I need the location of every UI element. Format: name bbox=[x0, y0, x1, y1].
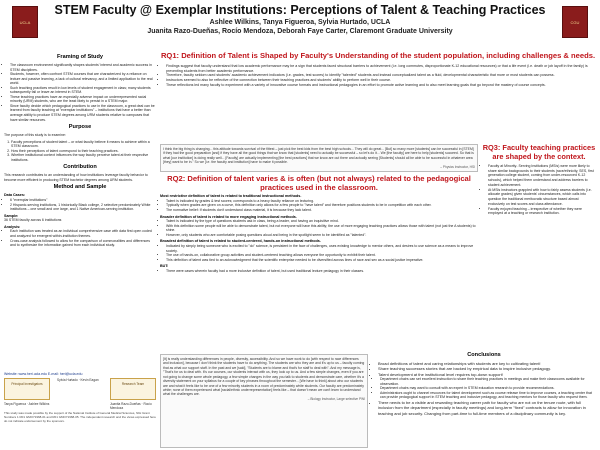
list-item: • Faculty enjoyed teaching – irrespective of whether they were employed at a teaching or research institution. bbox=[488, 207, 596, 216]
list-item: • Administrators ought to channel resources for talent development such as course release time to improve courses, a teaching center that can provide pedagogical support in STEM teaching and inclusive pedagogy, and teaching mentors for those faculty who request them. bbox=[380, 391, 596, 400]
rq2-quote-box bbox=[160, 144, 478, 172]
list-item: • Cross-case analysis followed to allow for the comparison of commonalities and differences and to synthesize the information gained from each individual study. bbox=[10, 239, 156, 248]
rq2-broadest-head: Broadest definition of talent is related to student-centered, hands-on instructional methods. bbox=[160, 239, 321, 244]
list-item: • There needs to be a visible and rewarding teaching career path for faculty who are not on the tenure route, with full inclusion from the department (especially in faculty meetings) and long-term "fixed" contracts to allow for innovation in teaching and job security. Changing from part-time to full-time members of a disciplinary community is key. bbox=[378, 400, 596, 416]
sponsor-names-a: Sylvia Hurtado · Kevin Eagan bbox=[57, 378, 99, 382]
list-item: • Share teaching successes stories that are backed by empirical data to inspire inclusive pedagogy. bbox=[378, 366, 596, 371]
data-sources-list bbox=[4, 198, 156, 212]
framing-list bbox=[4, 63, 156, 122]
rq3-list bbox=[482, 164, 596, 216]
list-item: • The normative belief: If students don't understand class material, it is because they lack talent. bbox=[166, 208, 478, 213]
contribution-title: Contribution bbox=[63, 164, 97, 171]
rq2-quote: I think the big thing is changing... this attitude towards survival of the fittest – just pick the best kids from the best high schools... They will do great... [But] so many more [students] can be successful in [STEM] if they had the good preparation [and] if they have all the good things that we know that [students] need to actually be successful – so let's do it... We [the faculty] are here to help [students] succeed. So that is what [our institution] is doing really well... [Faculty] are actually implementing [the best practices] that we know are out there and actually seeing [Students] should all be able to be successful in whatever area [they] want to be in." So we [i.e. the faculty and institution] have to make it possible. bbox=[163, 147, 474, 165]
list-item: • Talent development at the institutional level requires top-down support! bbox=[378, 372, 596, 377]
sponsor-logo-b: Research Team bbox=[110, 378, 156, 400]
list-item: • With this definition some people will be able to demonstrate talent, but not everyone will have this ability; the use of more engaging teaching practices allows those with talent (not just the A students) to shine. bbox=[166, 224, 478, 233]
analysis-label: Analysis: bbox=[4, 224, 21, 229]
list-item: • The use of hands-on, collaborative group activities and student-centered teaching allows everyone the opportunity to exhibit their talent. bbox=[166, 253, 478, 258]
list-item: • Such teaching practices result in low levels of student engagement in class; many students subsequently fail or leave an interest in STEM. bbox=[10, 86, 156, 95]
list-item: • Each institution was treated as an individual comprehensive case with data first open coded and analyzed for emergent within-institution themes. bbox=[10, 229, 156, 238]
poster-title: STEM Faculty @ Exemplar Institutions: Perceptions of Talent & Teaching Practices bbox=[54, 3, 546, 17]
list-item: • Students, however, often confront STEM courses that are characterized by a reliance on lecture and passive learning, a lack of cultural relevancy, and a limited application to the real world. bbox=[10, 72, 156, 86]
poster-header bbox=[0, 0, 600, 46]
rq2-but-list bbox=[160, 269, 478, 274]
sponsor-logo-a: Principal Investigators bbox=[4, 378, 50, 400]
purpose-intro: The purpose of this study is to examine: bbox=[4, 133, 66, 138]
rq1-section bbox=[160, 52, 596, 142]
rq3-section bbox=[482, 144, 596, 350]
sample-label: Sample: bbox=[4, 213, 19, 218]
cgu-logo: CGU bbox=[562, 6, 588, 38]
list-item: • This definition of talent was tied to an acknowledgment that the scientific enterprise needed to be diversified across lines of race and sex as a social justice imperative. bbox=[166, 258, 478, 263]
rq3-title: RQ3: Faculty teaching practices are shaped by the context. bbox=[482, 143, 596, 161]
rq2-broadest-list bbox=[160, 244, 478, 262]
conclusions-sublist bbox=[372, 377, 596, 400]
website-link[interactable]: Website: www.heri.ucla.edu E-mail: heri@ucla.edu bbox=[4, 372, 83, 376]
rq2-section bbox=[160, 144, 478, 350]
rq2-most-list bbox=[160, 199, 478, 213]
sponsor-block bbox=[4, 372, 156, 446]
framing-title: Framing of Study bbox=[57, 54, 103, 60]
left-column bbox=[4, 52, 156, 250]
list-item: 1. Faculty perceptions of student talent – or what faculty believe it means to achieve within a STEM classroom. bbox=[11, 140, 156, 149]
rq2-most-head: Most restrictive definition of talent is related to traditional instructional methods. bbox=[160, 194, 302, 199]
contribution-text: This research contributes to an understanding of how institutions leverage faculty behavior to become more efficient in producing STEM bachelor degrees among URM students. bbox=[4, 173, 148, 182]
poster-authors: Ashlee Wilkins, Tanya Figueroa, Sylvia Hurtado, UCLA bbox=[209, 19, 391, 26]
list-item: • Therefore, faculty seldom used students' academic achievement indicators (i.e. grades, test scores) to identify "talented" students and instead conceptualized talent as a fluid, developmental characteristic that more or most students can possess. bbox=[166, 73, 596, 78]
list-item: • However, only students who are comfortable posing questions aloud and being in the spotlight seem to be identified as "talented". bbox=[166, 233, 478, 238]
list-item: • Indicated by simply being someone who is excited to "do" science, is persistent in the face of challenges, uses existing knowledge to mentor others, and desires to use science as a means to improve society. bbox=[166, 244, 478, 253]
purpose-title: Purpose bbox=[68, 124, 92, 131]
list-item: • Faculty at Minority- Serving Institutions (MSIs) were more likely to share similar backgrounds to their students (race/ethnicity, SES, first generation college student, coming from under-resourced K-12 schools), which helped them understand and address barriers to student achievement. bbox=[488, 164, 596, 188]
poster-authors-2: Juanita Razo-Dueñas, Rocío Mendoza, Deborah Faye Carter, Claremont Graduate University bbox=[147, 28, 453, 35]
method-title: Method and Sample bbox=[53, 184, 107, 191]
bottom-quote-box bbox=[160, 354, 368, 448]
sample-text: 36 STEM faculty across 6 institutions bbox=[4, 218, 62, 223]
rq2-broader-head: Broader definition of talent is related to more engaging instructional methods. bbox=[160, 214, 297, 219]
list-item: • Broad definitions of talent and caring relationships with students are key to cultivating talent! bbox=[378, 361, 596, 366]
purpose-list bbox=[4, 140, 156, 163]
ucla-logo: UCLA bbox=[12, 6, 38, 38]
list-item: • Typically when grades are given on a curve, this definition only allows for a few people to "have talent" and therefore positions students to be in competition with each other. bbox=[166, 203, 478, 208]
list-item: • These reflections led many faculty to experiment with a variety of innovative course formats and instructional pedagogies in an effort to promote active learning and to also meet learning goals that go beyond the mastery of course concepts. bbox=[166, 83, 596, 88]
list-item: 3. Whether institutional context influences the way faculty perceive talent at their respective institutions. bbox=[11, 153, 156, 162]
list-item: • The classroom environment significantly shapes students' interest and academic success in STEM disciplines. bbox=[10, 63, 156, 72]
list-item: 2. How their perceptions of talent correspond to their teaching practices. bbox=[11, 149, 156, 154]
list-item: • Talent is indicated by grades & test scores; corresponds to a heavy faculty reliance on lecturing. bbox=[166, 199, 478, 204]
acknowledgment-text: This study was made possible by the support of the National Institute of General Medical Sciences, NIH Grant Numbers 1 R01 GMO71968-01 and R01 GMO71968-05. The independent research and the views expressed here do not indicate endorsement by the sponsors. bbox=[4, 411, 156, 423]
sponsor-row-2 bbox=[4, 402, 156, 410]
bottom-quote-text: [It] is really understanding differences in people, diversity, accessibility. And so we have work to do [with respect to race differences and inclusion], because I don't think the students have to do anything. The students are who they are and it's up to us – faculty coming that as what our support staff. In the past and we [said], "Students are to blame and that's for staff to deal with". And my message is, "That's for us to deal with. It's our courses, our students interact with us, they look up to us. And a few simple changes, even if you are not going to change some whole pedagogy, a few simple changes in the way you talk to students and demonstrate care, whether it's a diversity statement on your syllabus for a couple of key phrases throughout the semester... [We have to think] about who our students are and what it feels like to be one of a few minority students in a room of predominately white students. Our faculty are predominately white; none of them experienced what [racial/ethnic underrepresentation] feels like – that doesn't mean we can't learn to understand what the challenges are. bbox=[163, 357, 365, 397]
conclusions-title: Conclusions bbox=[467, 352, 501, 358]
sponsor-names-c: Juanita Razo-Dueñas · Rocío Mendoza bbox=[110, 402, 152, 410]
list-item: • At MSIs instructors grappled with how to fairly assess students (i.e. allocate grades) given students' circumstances, which calls into question the traditional meritocratic structure based almost exclusively on test scores and class attendance. bbox=[488, 188, 596, 207]
list-item: • 2 Hispanic-serving institutions, 1 historically Black college, 2 selective predominately White institutions – one small and one large, and 1 Native American-serving institution. bbox=[10, 203, 156, 212]
rq2-quote-source: – Physics Instructor, HSI bbox=[440, 164, 475, 169]
rq2-broader-list bbox=[160, 219, 478, 237]
list-item: • Instructors seemed to also be reflective of the connection between their teaching practices and students' ability to perform well in their course. bbox=[166, 78, 596, 83]
list-item: • Department chairs may want to consult with an expert in STEM education research to provide recommendations. bbox=[380, 386, 596, 391]
list-item: • Findings suggest that faculty understand that low academic performance may be a sign that students faced structural barriers to achievement (i.e. long commutes, disproportionate K-12 educational resources) or that a life event (i.e. death or job layoff in the family) is preventing students from better academic performance. bbox=[166, 64, 596, 74]
rq1-list bbox=[160, 64, 596, 88]
rq2-but-head: BUT: bbox=[160, 264, 169, 269]
conclusions-section bbox=[372, 350, 596, 450]
list-item: • 6 "exemplar institutions" bbox=[10, 198, 156, 203]
list-item: • Talent is indicated by the type of questions students ask in class, being a leader, and having an inquisitive mind. bbox=[166, 219, 478, 224]
list-item: • These teaching practices have an especially adverse impact on underrepresented racial minority (URM) students, who are the least likely to persist in a STEM major. bbox=[10, 95, 156, 104]
rq1-title: RQ1: Definition of Talent is Shaped by Faculty's Understanding of the student population, including challenges & needs. bbox=[160, 51, 596, 60]
list-item: • Department chairs can set excellent instruction to share their teaching practices in meetings and make their classrooms available for observation. bbox=[380, 377, 596, 386]
sponsor-names-b: Tanya Figueroa · Ashlee Wilkins bbox=[4, 402, 50, 406]
rq2-title: RQ2: Definition of talent varies & is often (but not always) related to the pedagogical practices used in the classroom. bbox=[167, 173, 471, 192]
data-sources-label: Data Cases: bbox=[4, 193, 26, 198]
bottom-quote-source: – Biology Instructor, Large selective PWI bbox=[307, 396, 365, 401]
conclusions-final-list bbox=[372, 400, 596, 416]
conclusions-list bbox=[372, 361, 596, 377]
list-item: • Since faculty decide which pedagogical practices to use in the classroom, a great deal can be learned from faculty teaching at "exemplar institutions" – institutions that have a better than average ability to produce STEM degrees among URM students relative to campuses that have similar resources. bbox=[10, 104, 156, 122]
analysis-list bbox=[4, 229, 156, 247]
sponsor-row bbox=[4, 378, 156, 400]
list-item: • There were cases wherein faculty had a more inclusive definition of talent, but used traditional lecture pedagogy in their classes. bbox=[166, 269, 478, 274]
